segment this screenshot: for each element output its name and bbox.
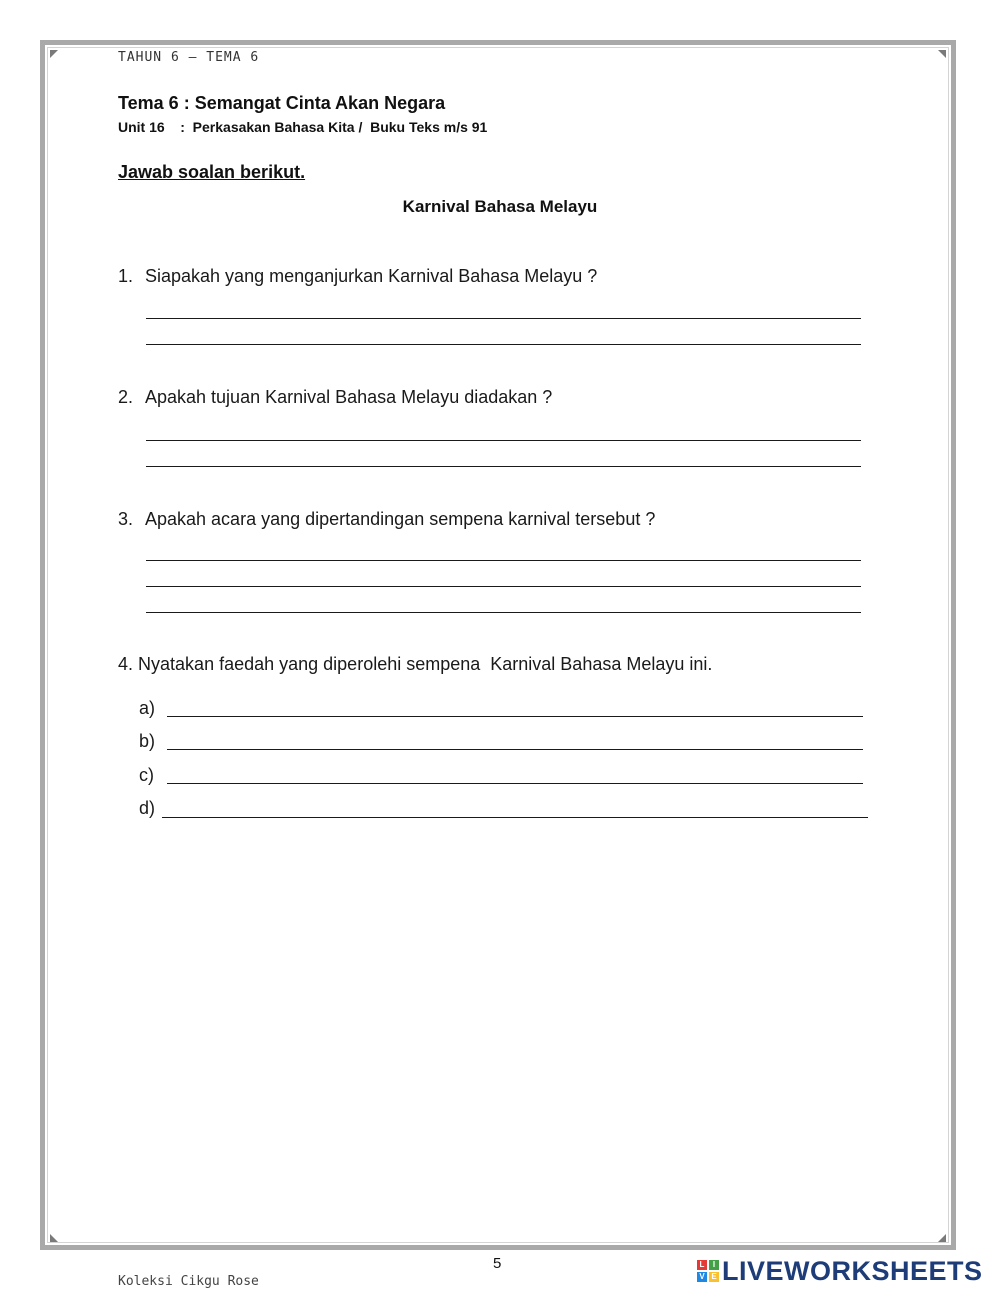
- answer-line-q4-d[interactable]: [162, 817, 868, 818]
- corner-ornament-bottom-left: [50, 1234, 58, 1242]
- liveworksheets-logo-text: LIVEWORKSHEETS: [722, 1256, 983, 1286]
- corner-ornament-top-right: [938, 50, 946, 58]
- sub-item-label-a: a): [139, 698, 156, 718]
- answer-line-q1-2[interactable]: [146, 344, 861, 345]
- answer-line-q2-2[interactable]: [146, 466, 861, 467]
- header-tag: TAHUN 6 – TEMA 6: [118, 50, 260, 65]
- corner-ornament-bottom-right: [938, 1234, 946, 1242]
- question-number: 3.: [118, 509, 134, 529]
- answer-line-q4-c[interactable]: [167, 783, 863, 784]
- sub-item-label-b: b): [139, 731, 156, 751]
- unit-line: Unit 16 : Perkasakan Bahasa Kita / Buku Teks m/s 91: [118, 119, 488, 135]
- answer-line-q3-1[interactable]: [146, 560, 861, 561]
- question-2: [118, 387, 552, 408]
- question-1: [118, 266, 597, 287]
- liveworksheets-logo-icon: [697, 1260, 719, 1282]
- question-number: 1.: [118, 266, 134, 286]
- answer-line-q1-1[interactable]: [146, 318, 861, 319]
- theme-title: Tema 6 : Semangat Cinta Akan Negara: [118, 93, 446, 113]
- passage-title: Karnival Bahasa Melayu: [402, 197, 598, 216]
- logo-letter-i: I: [709, 1260, 719, 1270]
- answer-line-q4-a[interactable]: [167, 716, 863, 717]
- question-4: [118, 654, 712, 675]
- logo-letter-l: L: [697, 1260, 707, 1270]
- question-text: Apakah tujuan Karnival Bahasa Melayu diadakan ?: [145, 387, 553, 407]
- corner-ornament-top-left: [50, 50, 58, 58]
- sub-item-label-d: d): [139, 798, 156, 818]
- liveworksheets-logo: [697, 1256, 983, 1286]
- footer-credit: Koleksi Cikgu Rose: [118, 1274, 259, 1289]
- question-number: 4.: [118, 654, 134, 674]
- question-text: Apakah acara yang dipertandingan sempena karnival tersebut ?: [145, 509, 656, 529]
- question-number: 2.: [118, 387, 134, 407]
- logo-letter-e: E: [709, 1272, 719, 1282]
- answer-line-q3-2[interactable]: [146, 586, 861, 587]
- logo-letter-v: V: [697, 1272, 707, 1282]
- sub-item-label-c: c): [139, 765, 154, 785]
- page-number: 5: [493, 1255, 502, 1272]
- question-text: Nyatakan faedah yang diperolehi sempena Karnival Bahasa Melayu ini.: [138, 654, 713, 674]
- answer-line-q3-3[interactable]: [146, 612, 861, 613]
- answer-line-q2-1[interactable]: [146, 440, 861, 441]
- instruction: Jawab soalan berikut.: [118, 162, 306, 182]
- question-3: [118, 509, 655, 530]
- page-border-inner: [47, 47, 949, 1243]
- answer-line-q4-b[interactable]: [167, 749, 863, 750]
- question-text: Siapakah yang menganjurkan Karnival Bahasa Melayu ?: [145, 266, 598, 286]
